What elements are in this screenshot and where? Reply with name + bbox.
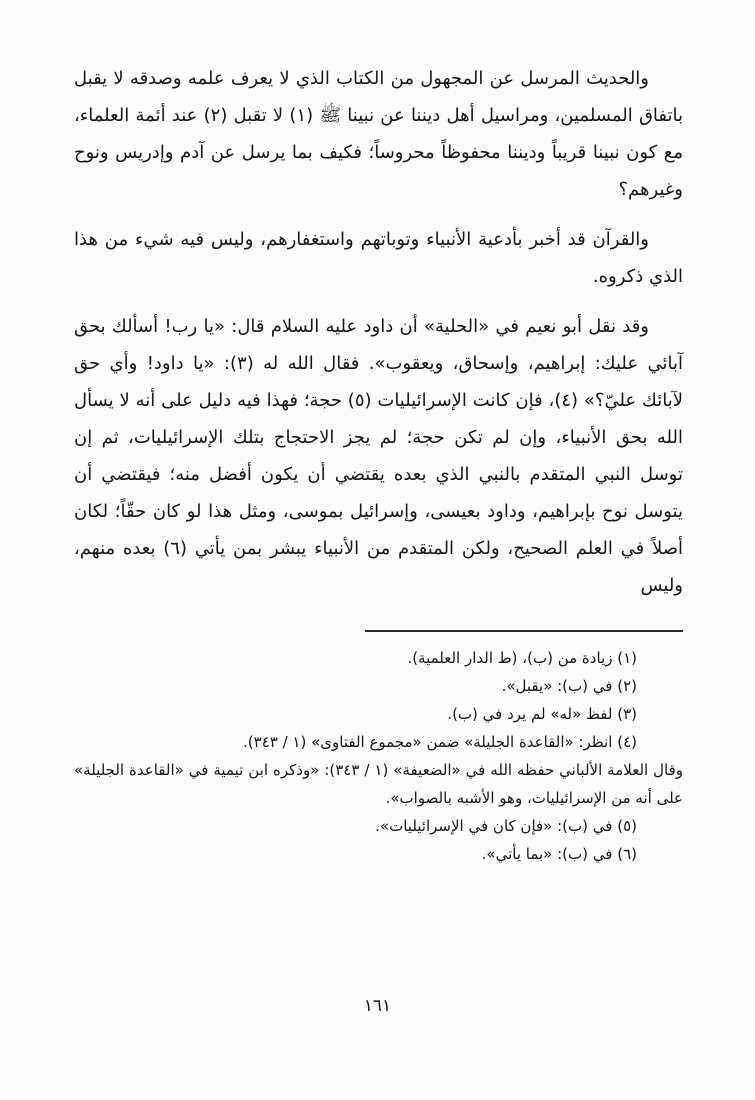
footnote-separator: [365, 630, 683, 632]
page-number: ١٦١: [363, 996, 392, 1016]
footnote-1: (١) زيادة من (ب)، (ط الدار العلمية).: [407, 649, 637, 667]
footnote-3: (٣) لفظ «له» لم يرد في (ب).: [447, 705, 637, 723]
footnote-2: (٢) في (ب): «يقبل».: [501, 677, 637, 695]
main-text-block: [74, 60, 683, 604]
footnote-5: (٥) في (ب): «فإن كان في الإسرائيليات».: [375, 817, 637, 835]
paragraph-quran-adiyah: والقرآن قد أخبر بأدعية الأنبياء وتوباتهم واستغفارهم، وليس فيه شيء من هذا الذي ذكروه.: [74, 229, 683, 287]
footnote-6: (٦) في (ب): «بما يأتي».: [481, 845, 637, 863]
footnote-4: (٤) انظر: «القاعدة الجليلة» ضمن «مجموع الفتاوى» (١ / ٣٤٣).: [243, 733, 637, 751]
footnotes-section: [74, 644, 683, 868]
paragraph-hadith-mursal: والحديث المرسل عن المجهول من الكتاب الذي لا يعرف علمه وصدقه لا يقبل باتفاق المسلمين، ومراسيل أهل ديننا عن نبينا ﷺ (١) لا تقبل (٢) عند أئمة العلماء، مع كون نبينا قريباً وديننا محفوظاً محروساً؛ فكيف بما يرسل عن آدم وإدريس ونوح وغيرهم؟: [74, 68, 684, 200]
footnote-4-continuation: وقال العلامة الألباني حفظه الله في «الضعيفة» (١ / ٣٤٣): «وذكره ابن تيمية في «القاعدة الجليلة» على أنه من الإسرائيليات، وهو الأشبه بالصواب».: [74, 761, 684, 807]
paragraph-abu-nuaym-hilyah: وقد نقل أبو نعيم في «الحلية» أن داود عليه السلام قال: «يا رب! أسألك بحق آبائي عليك: إبراهيم، وإسحاق، ويعقوب». فقال الله له (٣): «يا داود! وأي حق لآبائك عليّ؟» (٤)، فإن كانت الإسرائيليات (٥) حجة؛ فهذا فيه دليل على أنه لا يسأل الله بحق الأنبياء، وإن لم تكن حجة؛ لم يجز الاحتجاج بتلك الإسرائيليات، ثم إن توسل النبي المتقدم بالنبي الذي بعده يقتضي أن يكون أفضل منه؛ فيقتضي أن يتوسل نوح بإبراهيم، وداود بعيسى، وإسرائيل بموسى، ومثل هذا لو كان حقّاً؛ لكان أصلاً في العلم الصحيح، ولكن المتقدم من الأنبياء يبشر بمن يأتي (٦) بعده منهم، وليس: [74, 316, 684, 596]
